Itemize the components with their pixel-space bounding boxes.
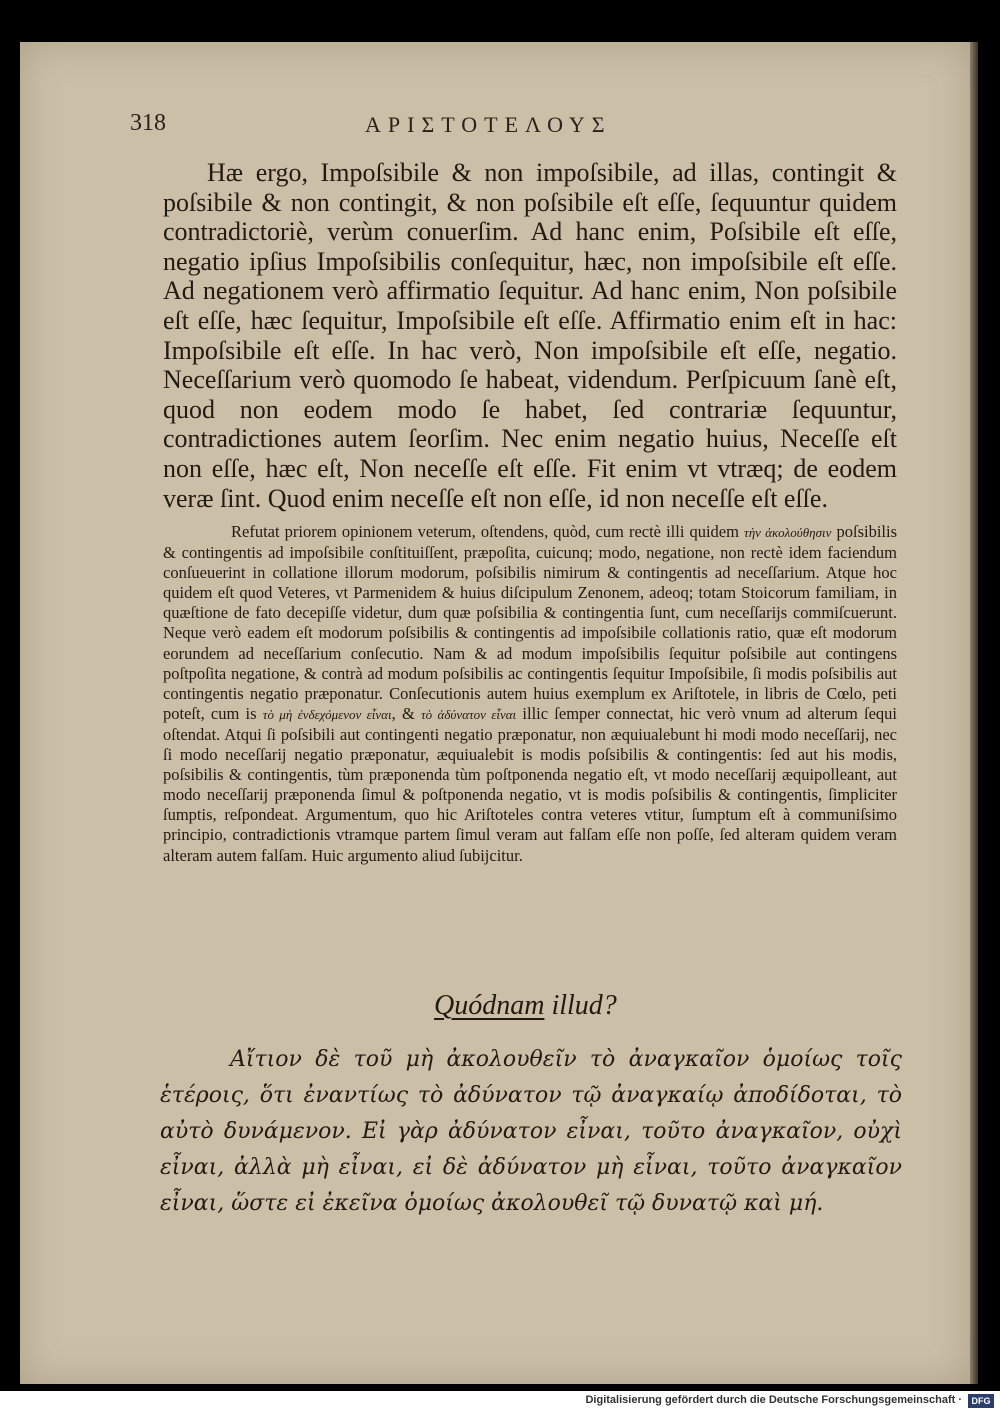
commentary-greek-3: τὸ ἀδύνατον εἶναι bbox=[421, 706, 517, 722]
commentary-text-2: poſsibilis & contingentis ad impoſsibile conſtituiſſent, præpoſita, cuicunq; modo, negatione, non rectè idem faciendum conſueuerint in collatione illorum modorum, poſsibilis nimirum & contingentis ad neceſſarium. Atque hoc quidem eſt quod Veteres, vt Parmenidem & huius diſcipulum Zenonem, adeoq; totam Stoicorum familiam, in quæſtione de fato decepiſſe videtur, dum quæ poſsibilia & contingentia ſunt, cum neceſſarijs commiſcuerunt. Neque verò eadem eſt modorum poſsibilis & contingentis ad impoſsibile collationis ratio, quæ eſt modorum eorundem ad neceſſarium conſecutio. Nam & ad modum impoſsibilis ſequitur poſsibile aut contingens poſtpoſita negatione, & contrà ad modum poſsibilis ac contingentis ſequitur Impoſsibile, ſi modis poſsibilis aut contingentis negatio præponatur. Conſecutionis autem huius exemplum ex Ariſtotele, in libris de Cœlo, peti poteſt, cum is bbox=[163, 522, 897, 723]
commentary-text-3: , & bbox=[391, 703, 415, 723]
running-head bbox=[130, 110, 730, 150]
footer-credit: Digitalisierung gefördert durch die Deutsche Forschungsgemeinschaft · bbox=[585, 1394, 962, 1406]
running-title: ΑΡΙΣΤΟΤΕΛΟΥΣ bbox=[365, 112, 612, 137]
commentary-greek-2: τὸ μὴ ἐνδεχόμενον εἶναι bbox=[262, 706, 392, 722]
page-edge bbox=[970, 42, 978, 1384]
greek-text-paragraph: Αἴτιον δὲ τοῦ μὴ ἀκολουθεῖν τὸ ἀναγκαῖον ὁμοίως τοῖς ἑτέροις, ὅτι ἐναντίως τὸ ἀδύνατον τῷ ἀναγκαίῳ ἀποδίδοται, τὸ αὐτὸ δυνάμενον. Εἰ γὰρ ἀδύνατον εἶναι, τοῦτο ἀναγκαῖον, οὐχὶ εἶναι, ἀλλὰ μὴ εἶναι, εἰ δὲ ἀδύνατον μὴ εἶναι, τοῦτο ἀναγκαῖον εἶναι, ὥστε εἰ ἐκεῖνα ὁμοίως ἀκολουθεῖ τῷ δυνατῷ καὶ μή. bbox=[160, 1047, 902, 1216]
footer-bar bbox=[0, 1391, 1000, 1412]
main-text-paragraph: Hæ ergo, Impoſsibile & non impoſsibile, ad illas, contingit & poſsibile & non contingit, & non poſsibile eſt eſſe, ſequuntur quidem contradictoriè, verùm conuerſim. Ad hanc enim, Poſsibile eſt eſſe, negatio ipſius Impoſsibilis conſequitur, hæc, non impoſsibile eſt eſſe. Ad negationem verò affirmatio ſequitur. Ad hanc enim, Non poſsibile eſt eſſe, hæc ſequitur, Impoſsibile eſt eſſe. Affirmatio enim eſt in hac: Impoſsibile eſt eſſe. In hac verò, Non impoſsibile eſt eſſe, negatio. Neceſſarium verò quomodo ſe habeat, videndum. Perſpicuum ſanè eſt, quod non eodem modo ſe habet, ſed contrariæ ſequuntur, contradictiones autem ſeorſim. Nec enim negatio huius, Neceſſe eſt non eſſe, hæc eſt, Non neceſſe eſt eſſe. Fit enim vt vtræq; de eodem veræ ſint. Quod enim neceſſe eſt non eſſe, id non neceſſe eſt eſſe. bbox=[163, 158, 897, 513]
commentary-text-1: Refutat priorem opinionem veterum, oſtendens, quòd, cum rectè illi quidem bbox=[231, 522, 739, 541]
commentary-text-4: illic ſemper connectat, hic verò vnum ad alterum ſequi oſtendat. Atqui ſi poſsibili aut contingenti negatio præponatur, non æquiualebunt hi modi modo neceſſarij, nec ſi modo neceſſarij negatio præponatur, æquiualebit is modis poſsibilis & contingentis: ſed aut his modis, poſsibilis & contingentis, tùm præponenda tùm poſtponenda negatio eſt, vt modo neceſſarij æquipolleant, aut modo neceſſarij præponenda ſimul & poſtponenda negatio, vt is modis poſsibilis & contingentis, ſimpliciter ſumptis, reſpondeat. Argumentum, quo hic Ariſtoteles contra veteres vtitur, ſumptum eſt à communiſsimo principio, contradictionis vtramque partem ſimul veram aut falſam eſſe non poſſe, ſed alteram quidem veram alteram autem falſam. Huic argumento aliud ſubijcitur. bbox=[163, 703, 898, 865]
section-heading-word-1: Quódnam bbox=[434, 990, 545, 1021]
commentary-greek-1: τὴν ἀκολούθησιν bbox=[744, 525, 832, 540]
section-heading bbox=[434, 990, 617, 1022]
commentary-paragraph bbox=[163, 522, 897, 866]
section-heading-word-2: illud? bbox=[551, 990, 617, 1021]
page-number: 318 bbox=[130, 110, 166, 136]
dfg-logo-icon[interactable]: DFG bbox=[968, 1394, 994, 1408]
